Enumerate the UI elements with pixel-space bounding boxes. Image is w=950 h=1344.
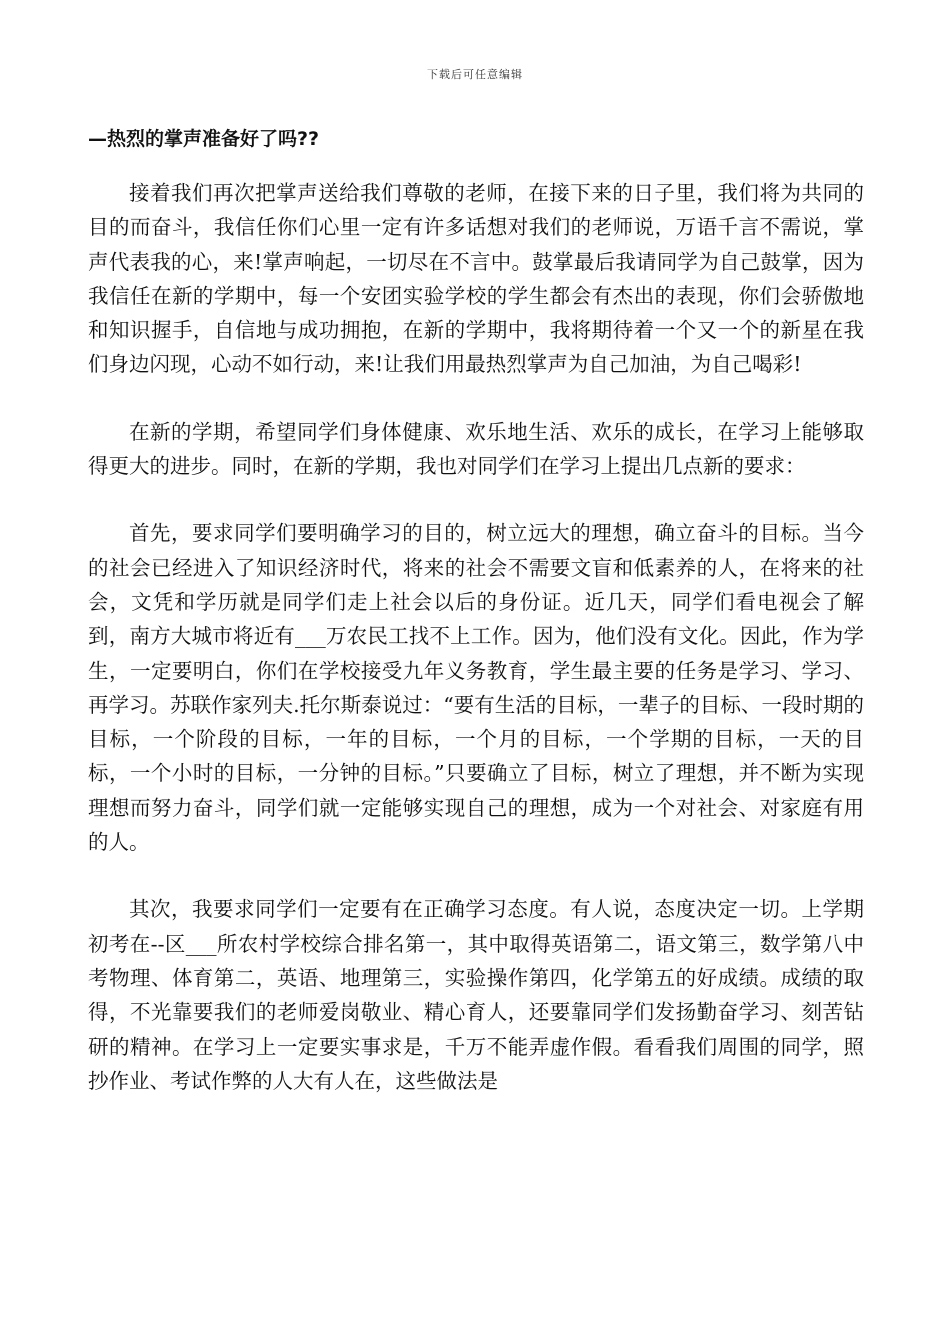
- document-body: [88, 176, 864, 1131]
- paragraph-applause: 接着我们再次把掌声送给我们尊敬的老师，在接下来的日子里，我们将为共同的目的而奋斗，我信任你们心里一定有许多话想对我们的老师说，万语千言不需说，掌声代表我的心，来!掌声响起，一切尽在不言中。鼓掌最后我请同学为自己鼓掌，因为我信任在新的学期中，每一个安团实验学校的学生都会有杰出的表现，你们会骄傲地和知识握手，自信地与成功拥抱，在新的学期中，我将期待着一个又一个的新星在我们身边闪现，心动不如行动，来!让我们用最热烈掌声为自己加油，为自己喝彩!: [88, 181, 864, 377]
- paragraph-first-requirement: 首先，要求同学们要明确学习的目的，树立远大的理想，确立奋斗的目标。当今的社会已经进入了知识经济时代，将来的社会不需要文盲和低素养的人，在将来的社会，文凭和学历就是同学们走上社会以后的身份证。近几天，同学们看电视会了解到，南方大城市将近有___万农民工找不上工作。因为，他们没有文化。因此，作为学生，一定要明白，你们在学校接受九年义务教育，学生最主要的任务是学习、学习、再学习。苏联作家列夫.托尔斯泰说过：“要有生活的目标，一辈子的目标、一段时期的目标，一个阶段的目标，一年的目标，一个月的目标，一个学期的目标，一天的目标，一个小时的目标，一分钟的目标。”只要确立了目标，树立了理想，并不断为实现理想而努力奋斗，同学们就一定能够实现自己的理想，成为一个对社会、对家庭有用的人。: [88, 521, 864, 855]
- page-header-caption: 下载后可任意编辑: [427, 68, 523, 81]
- section-heading: —热烈的掌声准备好了吗??: [88, 128, 320, 150]
- paragraph-new-semester-wishes: 在新的学期，希望同学们身体健康、欢乐地生活、欢乐的成长，在学习上能够取得更大的进步。同时，在新的学期，我也对同学们在学习上提出几点新的要求：: [88, 419, 864, 479]
- paragraph-second-requirement: 其次，我要求同学们一定要有在正确学习态度。有人说，态度决定一切。上学期初考在--区___所农村学校综合排名第一，其中取得英语第二，语文第三，数学第八中考物理、体育第二，英语、地理第三，实验操作第四，化学第五的好成绩。成绩的取得，不光靠要我们的老师爱岗敬业、精心育人，还要靠同学们发扬勤奋学习、刻苦钻研的精神。在学习上一定要实事求是，千万不能弄虚作假。看看我们周围的同学，照抄作业、考试作弊的人大有人在，这些做法是: [88, 897, 864, 1093]
